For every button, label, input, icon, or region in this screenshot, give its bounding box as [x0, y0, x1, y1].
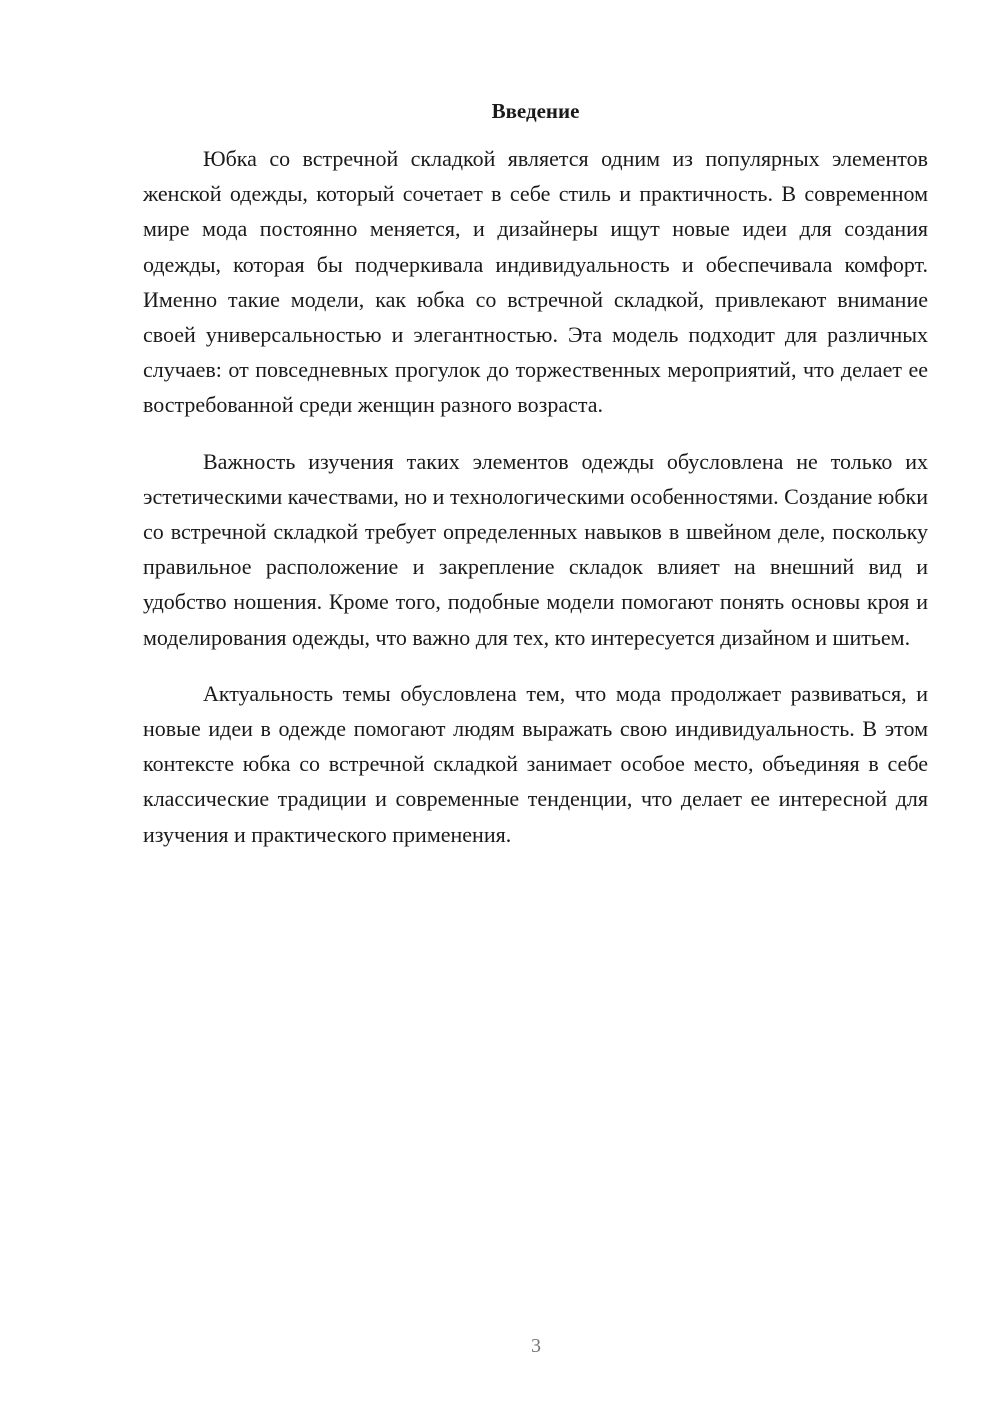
section-heading: Введение: [491, 99, 580, 123]
body-text: [143, 141, 928, 852]
paragraph-relevance: Актуальность темы обусловлена тем, что мода продолжает развиваться, и новые идеи в одежде помогают людям выражать свою индивидуальность. В этом контексте юбка со встречной складкой занимает особое место, объединяя в себе классические традиции и современные тенденции, что делает ее интересной для изучения и практического применения.: [143, 680, 928, 847]
paragraph-introduction: Юбка со встречной складкой является одним из популярных элементов женской одежды, который сочетает в себе стиль и практичность. В современном мире мода постоянно меняется, и дизайнеры ищут новые идеи для создания одежды, которая бы подчеркивала индивидуальность и обеспечивала комфорт. Именно такие модели, как юбка со встречной складкой, привлекают внимание своей универсальностью и элегантностью. Эта модель подходит для различных случаев: от повседневных прогулок до торжественных мероприятий, что делает ее востребованной среди женщин разного возраста.: [143, 146, 928, 418]
paragraph-importance: Важность изучения таких элементов одежды обусловлена не только их эстетическими качествами, но и технологическими особенностями. Создание юбки со встречной складкой требует определенных навыков в швейном деле, поскольку правильное расположение и закрепление складок влияет на внешний вид и удобство ношения. Кроме того, подобные модели помогают понять основы кроя и моделирования одежды, что важно для тех, кто интересуется дизайном и шитьем.: [143, 448, 928, 650]
page-number: 3: [531, 1335, 541, 1357]
